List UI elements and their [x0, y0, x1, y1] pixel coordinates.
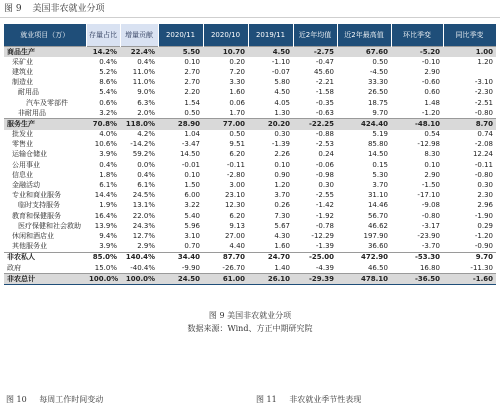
table-cell: 31.10 — [367, 191, 388, 200]
table-row — [4, 211, 496, 221]
table-cell: -2.80 — [226, 170, 245, 179]
table-cell: 0.30 — [274, 130, 290, 139]
table-row — [4, 150, 496, 160]
column-header: 环比季变 — [391, 24, 443, 47]
table-cell: 2.20 — [184, 88, 200, 97]
table-cell: 4.0% — [99, 130, 117, 139]
table-cell: 9.13 — [229, 221, 245, 230]
table-cell: 6.3% — [137, 98, 155, 107]
table-cell: 5.2% — [99, 67, 117, 76]
table-cell: 24.50 — [158, 274, 203, 285]
column-header: 2019/11 — [248, 24, 293, 47]
table-cell: 1.8% — [99, 170, 117, 179]
table-cell: 45.60 — [313, 67, 334, 76]
table-cell: 3.9% — [99, 242, 117, 251]
table-cell: 1.20 — [274, 181, 290, 190]
table-row — [4, 78, 496, 88]
table-cell: 0.74 — [477, 130, 493, 139]
column-header: 增量贡献 — [120, 24, 158, 47]
table-cell: -17.10 — [417, 191, 440, 200]
table-row — [4, 47, 496, 58]
table-cell: 2.90 — [424, 67, 440, 76]
table-row — [4, 67, 496, 77]
table-cell: 11.0% — [132, 67, 155, 76]
table-header-row — [4, 24, 496, 47]
table-cell: 24.70 — [248, 252, 293, 263]
table-row — [4, 242, 496, 253]
table-cell: -3.47 — [181, 140, 200, 149]
table-cell: -0.78 — [315, 221, 334, 230]
row-label: 金融活动 — [12, 181, 40, 190]
table-cell: 2.26 — [274, 150, 290, 159]
row-label: 非耐用品 — [18, 108, 46, 117]
table-cell: 12.24 — [472, 150, 493, 159]
table-cell: -3.17 — [421, 221, 440, 230]
table-cell: 9.70 — [372, 108, 388, 117]
table-cell: 20.20 — [248, 119, 293, 130]
table-cell: 85.0% — [86, 252, 120, 263]
table-cell: 0.4% — [137, 57, 155, 66]
column-header: 存量占比 — [86, 24, 120, 47]
table-cell: -0.11 — [226, 160, 245, 169]
table-cell: -0.90 — [474, 242, 493, 251]
table-cell: 0.30 — [318, 181, 334, 190]
table-cell: 100.0% — [86, 274, 120, 285]
table-cell: 67.60 — [337, 47, 391, 58]
table-cell: -11.30 — [470, 263, 493, 272]
row-label: 信息业 — [12, 170, 33, 179]
table-cell: 11.0% — [132, 78, 155, 87]
table-cell: 1.9% — [99, 201, 117, 210]
table-cell: 1.04 — [184, 130, 200, 139]
table-row — [4, 160, 496, 170]
table-cell: 5.96 — [184, 221, 200, 230]
table-cell: -1.92 — [315, 211, 334, 220]
table-cell: -48.10 — [391, 119, 443, 130]
table-cell: -2.08 — [474, 140, 493, 149]
table-cell: -4.50 — [369, 67, 388, 76]
table-cell: 118.0% — [120, 119, 158, 130]
table-cell: -3.70 — [421, 242, 440, 251]
figure-header — [0, 0, 500, 18]
table-cell: 1.50 — [184, 181, 200, 190]
table-cell: -1.60 — [443, 274, 496, 285]
table-cell: 46.50 — [367, 263, 388, 272]
row-label: 公用事业 — [12, 160, 40, 169]
column-header: 同比季变 — [443, 24, 496, 47]
table-cell: -23.90 — [417, 231, 440, 240]
table-cell: -2.51 — [474, 98, 493, 107]
table-cell: 10.6% — [94, 140, 117, 149]
table-cell: 478.10 — [337, 274, 391, 285]
table-cell: 87.70 — [203, 252, 248, 263]
table-cell: -4.39 — [315, 263, 334, 272]
row-label: 汽车及零部件 — [26, 98, 68, 107]
table-cell: 10.70 — [203, 47, 248, 58]
table-cell: 2.90 — [424, 170, 440, 179]
table-cell: 24.3% — [132, 221, 155, 230]
table-cell: 26.10 — [248, 274, 293, 285]
table-cell: 1.60 — [274, 242, 290, 251]
table-cell: -0.80 — [474, 108, 493, 117]
table-cell: 9.70 — [443, 252, 496, 263]
table-cell: 0.50 — [184, 108, 200, 117]
table-cell: 1.30 — [274, 108, 290, 117]
table-cell: 14.46 — [367, 201, 388, 210]
table-cell: 0.06 — [229, 98, 245, 107]
table-cell: 16.4% — [94, 211, 117, 220]
table-cell: -5.20 — [391, 47, 443, 58]
table-cell: 0.26 — [274, 201, 290, 210]
table-cell: 3.9% — [99, 150, 117, 159]
table-cell: -0.60 — [421, 78, 440, 87]
table-cell: 6.20 — [229, 150, 245, 159]
table-cell: 23.10 — [224, 191, 245, 200]
row-label: 教育和保健服务 — [12, 211, 61, 220]
table-cell: -1.90 — [474, 211, 493, 220]
table-cell: 3.2% — [99, 108, 117, 117]
table-cell: 6.1% — [99, 181, 117, 190]
row-label: 政府 — [7, 263, 21, 272]
table-cell: 27.00 — [224, 231, 245, 240]
table-cell: 36.60 — [367, 242, 388, 251]
table-row — [4, 274, 496, 285]
table-cell: 14.4% — [94, 191, 117, 200]
table-cell: -1.42 — [315, 201, 334, 210]
table-cell: 2.9% — [137, 242, 155, 251]
table-cell: 0.0% — [137, 160, 155, 169]
table-cell: 5.19 — [372, 130, 388, 139]
table-cell: 4.40 — [229, 242, 245, 251]
row-label: 非农总计 — [4, 274, 86, 285]
table-cell: 0.50 — [229, 130, 245, 139]
table-row — [4, 88, 496, 98]
figure-title: 美国非农就业分项 — [32, 4, 105, 14]
table-cell: 472.90 — [337, 252, 391, 263]
table-cell: 2.0% — [137, 108, 155, 117]
caption-figure-number: 图 9 — [208, 311, 225, 320]
table-cell: -0.80 — [421, 211, 440, 220]
figure-title: 非农就业季节性表现 — [289, 395, 362, 404]
table-row — [4, 180, 496, 190]
table-cell: 9.4% — [99, 231, 117, 240]
table-cell: -0.98 — [315, 170, 334, 179]
table-cell: -2.30 — [474, 88, 493, 97]
table-cell: 1.70 — [229, 108, 245, 117]
table-cell: 56.70 — [367, 211, 388, 220]
table-row — [4, 263, 496, 274]
table-cell: 0.29 — [477, 221, 493, 230]
table-cell: -1.10 — [271, 57, 290, 66]
row-label: 运输仓储业 — [12, 150, 47, 159]
table-row — [4, 140, 496, 150]
table-cell: 13.1% — [132, 201, 155, 210]
table-row — [4, 130, 496, 140]
table-cell: -0.01 — [181, 160, 200, 169]
table-cell: -0.07 — [271, 67, 290, 76]
next-figure-right — [256, 394, 361, 405]
table-cell: -40.4% — [130, 263, 155, 272]
table-cell: -0.88 — [315, 130, 334, 139]
table-cell: 5.80 — [274, 78, 290, 87]
table-cell: 34.40 — [158, 252, 203, 263]
table-row — [4, 191, 496, 201]
table-body — [4, 47, 496, 285]
figure-number: 图 10 — [6, 395, 27, 404]
figure-number: 图 9 — [4, 4, 22, 14]
table-cell: -26.70 — [222, 263, 245, 272]
table-row — [4, 108, 496, 119]
data-source: 数据来源：Wind、方正中期研究院 — [187, 324, 313, 333]
table-cell: -1.58 — [315, 88, 334, 97]
table-cell: 4.50 — [248, 47, 293, 58]
table-cell: 22.0% — [132, 211, 155, 220]
row-label: 采矿业 — [12, 57, 33, 66]
table-cell: 6.00 — [184, 191, 200, 200]
next-figure-left — [6, 394, 103, 405]
table-cell: 4.2% — [137, 130, 155, 139]
table-cell: -12.98 — [417, 140, 440, 149]
row-label: 专业和商业服务 — [12, 191, 61, 200]
figure-caption — [0, 310, 500, 321]
table-cell: 16.80 — [419, 263, 440, 272]
table-cell: 22.4% — [120, 47, 158, 58]
table-row — [4, 221, 496, 231]
table-row — [4, 98, 496, 108]
table-cell: -2.55 — [315, 191, 334, 200]
table-cell: 6.1% — [137, 181, 155, 190]
caption-figure-title: 美国非农就业分项 — [227, 311, 292, 320]
table-cell: 1.20 — [477, 57, 493, 66]
table-cell: 1.00 — [443, 47, 496, 58]
row-label: 休闲和酒店业 — [12, 231, 54, 240]
table-cell: -1.20 — [474, 231, 493, 240]
table-cell: -9.90 — [181, 263, 200, 272]
row-label: 耐用品 — [18, 88, 39, 97]
table-cell: 0.54 — [424, 130, 440, 139]
table-cell: 8.6% — [99, 78, 117, 87]
table-cell: 18.75 — [367, 98, 388, 107]
table-cell: 0.15 — [372, 160, 388, 169]
column-header: 就业项目（万） — [4, 24, 86, 47]
table-cell: -22.25 — [293, 119, 337, 130]
table-cell: 3.00 — [229, 181, 245, 190]
table-row — [4, 119, 496, 130]
table-cell: 0.4% — [99, 57, 117, 66]
table-cell: 9.51 — [229, 140, 245, 149]
table-cell: 0.10 — [184, 57, 200, 66]
table-cell: 5.67 — [274, 221, 290, 230]
column-header: 2020/10 — [203, 24, 248, 47]
table-row — [4, 170, 496, 180]
employment-table — [4, 24, 497, 285]
figure-title: 每周工作时间变动 — [39, 395, 104, 404]
row-label: 建筑业 — [12, 67, 33, 76]
table-cell: 2.70 — [184, 67, 200, 76]
table-cell: 0.10 — [184, 170, 200, 179]
table-cell: 6.20 — [229, 211, 245, 220]
table-cell: 4.05 — [274, 98, 290, 107]
table-cell: 28.90 — [158, 119, 203, 130]
table-cell: 424.40 — [337, 119, 391, 130]
table-cell: -29.39 — [293, 274, 337, 285]
table-cell: 12.30 — [224, 201, 245, 210]
table-cell: 4.50 — [274, 88, 290, 97]
table-row — [4, 252, 496, 263]
table-cell: -2.21 — [315, 78, 334, 87]
table-cell: 2.96 — [477, 201, 493, 210]
row-label: 非农私人 — [4, 252, 86, 263]
table-cell: 26.50 — [367, 88, 388, 97]
table-cell: 0.10 — [274, 160, 290, 169]
table-cell: 13.9% — [94, 221, 117, 230]
table-cell: -1.39 — [315, 242, 334, 251]
table-cell: 2.70 — [184, 78, 200, 87]
table-row — [4, 57, 496, 67]
table-cell: -3.10 — [474, 78, 493, 87]
table-cell: 59.2% — [132, 150, 155, 159]
table-cell: 0.50 — [372, 57, 388, 66]
table-cell: -0.10 — [421, 57, 440, 66]
table-cell: -0.06 — [315, 160, 334, 169]
table-cell: -9.08 — [421, 201, 440, 210]
table-cell: -2.53 — [315, 140, 334, 149]
row-label: 零售业 — [12, 140, 33, 149]
table-cell: -2.75 — [293, 47, 337, 58]
table-cell: 1.54 — [184, 98, 200, 107]
table-cell: 0.30 — [477, 181, 493, 190]
row-label: 医疗保健和社会救助 — [18, 221, 81, 230]
table-cell: -1.20 — [421, 108, 440, 117]
row-label: 批发业 — [12, 130, 33, 139]
table-cell: 140.4% — [120, 252, 158, 263]
table-cell: 3.70 — [372, 181, 388, 190]
table-cell: 0.6% — [99, 98, 117, 107]
table-cell: 7.20 — [229, 67, 245, 76]
row-label: 临时支持服务 — [18, 201, 60, 210]
table-cell: 14.50 — [367, 150, 388, 159]
table-cell: -36.50 — [391, 274, 443, 285]
table-cell: 0.4% — [99, 160, 117, 169]
table-cell: 61.00 — [203, 274, 248, 285]
row-label: 服务生产 — [4, 119, 86, 130]
row-label: 商品生产 — [4, 47, 86, 58]
table-cell: 0.10 — [424, 160, 440, 169]
table-cell: 8.30 — [424, 150, 440, 159]
table-cell: -0.80 — [474, 170, 493, 179]
table-cell: 0.24 — [318, 150, 334, 159]
table-cell: 5.4% — [99, 88, 117, 97]
table-cell: 85.80 — [367, 140, 388, 149]
table-cell: -1.50 — [421, 181, 440, 190]
table-cell: 9.0% — [137, 88, 155, 97]
table-cell: 1.40 — [274, 263, 290, 272]
table-cell: 5.40 — [184, 211, 200, 220]
figure-number: 图 11 — [256, 395, 277, 404]
table-cell: 197.90 — [363, 231, 388, 240]
table-cell: 14.2% — [86, 47, 120, 58]
table-cell: -53.30 — [391, 252, 443, 263]
table-cell: -0.11 — [474, 160, 493, 169]
table-cell: 14.50 — [179, 150, 200, 159]
table-cell: 24.5% — [132, 191, 155, 200]
table-row — [4, 231, 496, 241]
table-cell: 4.30 — [274, 231, 290, 240]
row-label: 制造业 — [12, 78, 33, 87]
table-cell: 70.8% — [86, 119, 120, 130]
table-cell: 0.90 — [274, 170, 290, 179]
table-cell: 0.4% — [137, 170, 155, 179]
table-cell: 12.7% — [132, 231, 155, 240]
column-header: 2020/11 — [158, 24, 203, 47]
table-cell: 15.0% — [94, 263, 117, 272]
table-cell: 3.70 — [274, 191, 290, 200]
table-cell: -0.63 — [315, 108, 334, 117]
table-cell: 7.30 — [274, 211, 290, 220]
column-header: 近2年最高值 — [337, 24, 391, 47]
table-cell: -14.2% — [130, 140, 155, 149]
table-cell: 3.22 — [184, 201, 200, 210]
table-cell: 3.10 — [184, 231, 200, 240]
row-label: 其他服务业 — [12, 242, 47, 251]
table-cell: -12.29 — [311, 231, 334, 240]
table-cell: 5.30 — [372, 170, 388, 179]
table-cell: 5.50 — [158, 47, 203, 58]
table-cell: 3.30 — [229, 78, 245, 87]
table-cell: 33.30 — [367, 78, 388, 87]
table-cell: 77.00 — [203, 119, 248, 130]
table-cell: 0.20 — [229, 57, 245, 66]
table-cell: 0.60 — [424, 88, 440, 97]
table-cell: 2.30 — [477, 191, 493, 200]
column-header: 近2年均值 — [293, 24, 337, 47]
table-cell: 0.70 — [184, 242, 200, 251]
table-cell: -0.35 — [315, 98, 334, 107]
table-cell: 1.60 — [229, 88, 245, 97]
table-cell: -0.47 — [315, 57, 334, 66]
table-cell: 1.48 — [424, 98, 440, 107]
table-cell: -1.39 — [271, 140, 290, 149]
table-cell: 8.70 — [443, 119, 496, 130]
table-row — [4, 201, 496, 211]
table-cell: -25.00 — [293, 252, 337, 263]
table-cell: 100.0% — [120, 274, 158, 285]
table-cell: 46.62 — [367, 221, 388, 230]
